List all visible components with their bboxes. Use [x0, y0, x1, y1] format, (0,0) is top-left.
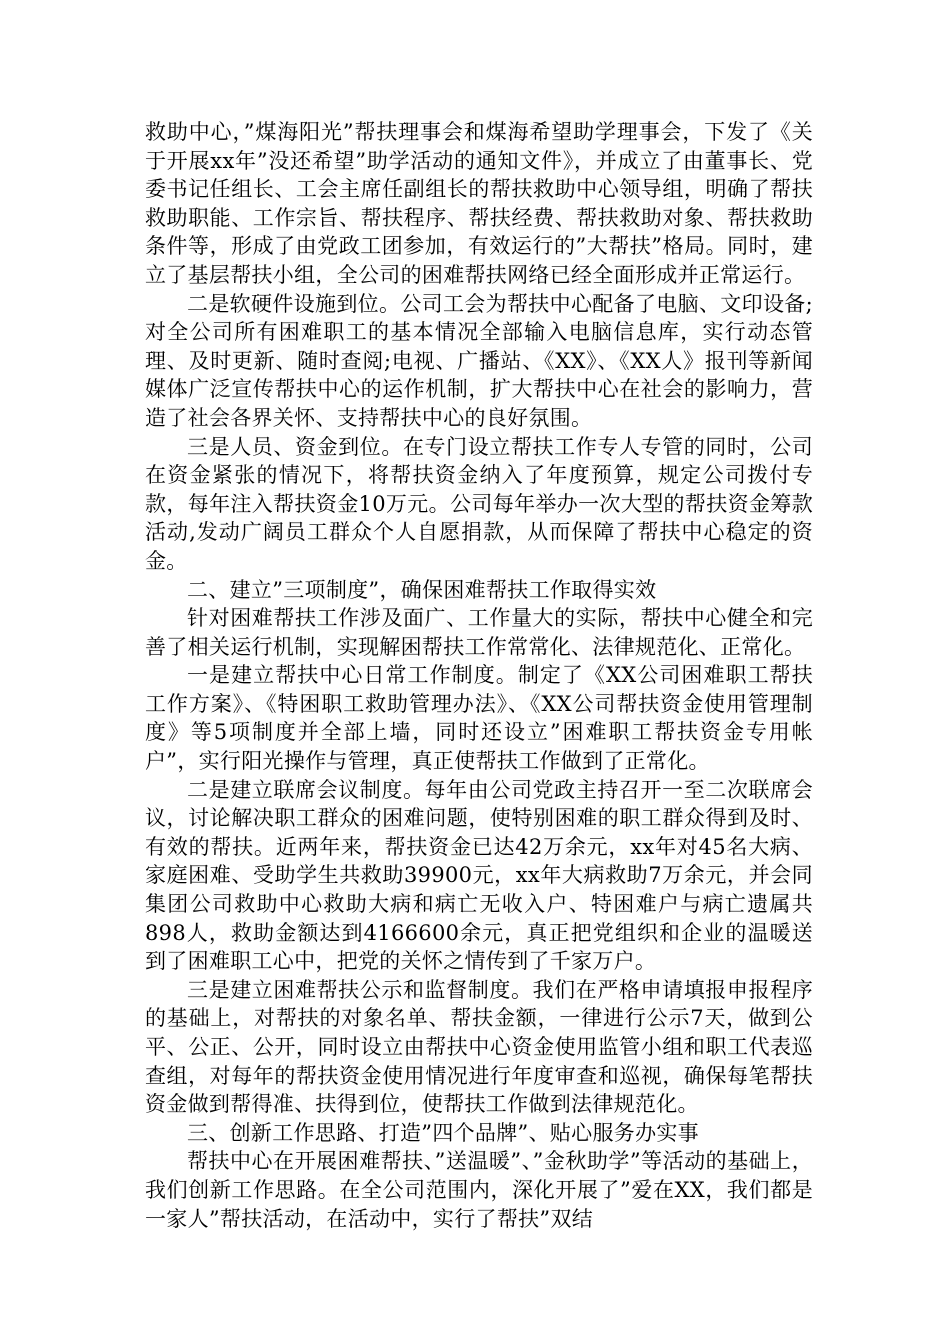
- section-heading-three-systems: 二、建立”三项制度”，确保困难帮扶工作取得实效: [187, 577, 657, 602]
- document-page: [145, 118, 813, 1233]
- paragraph-publicity-supervision-system: 三是建立困难帮扶公示和监督制度。我们在严格申请填报申报程序的基础上，对帮扶的对象名单、帮扶金额，一律进行公示7天，做到公平、公正、公开，同时设立由帮扶中心资金使用监管小组和职工代表巡查组，对每年的帮扶资金使用情况进行年度审查和巡视，确保每笔帮扶资金做到帮得准、扶得到位，使帮扶工作做到法律规范化。: [145, 977, 813, 1117]
- paragraph-mechanism-intro: 针对困难帮扶工作涉及面广、工作量大的实际，帮扶中心健全和完善了相关运行机制，实现解困帮扶工作常常化、法律规范化、正常化。: [145, 606, 813, 659]
- paragraph-joint-meeting-system: 二是建立联席会议制度。每年由公司党政主持召开一至二次联席会议，讨论解决职工群众的困难问题，使特别困难的职工群众得到及时、有效的帮扶。近两年来，帮扶资金已达42万余元，xx年对45名大病、家庭困难、受助学生共救助39900元，xx年大病救助7万余元，并会同集团公司救助中心救助大病和病亡无收入户、特困难户与病亡遗属共898人，救助金额达到4166600余元，真正把党组织和企业的温暖送到了困难职工心中，把党的关怀之情传到了千家万户。: [145, 777, 813, 974]
- paragraph-daily-work-system: 一是建立帮扶中心日常工作制度。制定了《XX公司困难职工帮扶工作方案》、《特困职工救助管理办法》、《XX公司帮扶资金使用管理制度》等5项制度并全部上墙，同时还设立”困难职工帮扶资金专用帐户”，实行阳光操作与管理，真正使帮扶工作做到了正常化。: [145, 663, 813, 774]
- paragraph-innovation-activities: 帮扶中心在开展困难帮扶、”送温暖”、”金秋助学”等活动的基础上，我们创新工作思路。在全公司范围内，深化开展了”爱在XX，我们都是一家人”帮扶活动，在活动中，实行了帮扶”双结: [145, 1149, 813, 1231]
- paragraph-rescue-center-network: 救助中心，”煤海阳光”帮扶理事会和煤海希望助学理事会，下发了《关于开展xx年”没还希望”助学活动的通知文件》，并成立了由董事长、党委书记任组长、工会主席任副组长的帮扶救助中心领导组，明确了帮扶救助职能、工作宗旨、帮扶程序、帮扶经费、帮扶救助对象、帮扶救助条件等，形成了由党政工团参加，有效运行的”大帮扶”格局。同时，建立了基层帮扶小组，全公司的困难帮扶网络已经全面形成并正常运行。: [145, 120, 813, 287]
- paragraph-staff-funds-in-place: 三是人员、资金到位。在专门设立帮扶工作专人专管的同时，公司在资金紧张的情况下，将帮扶资金纳入了年度预算，规定公司拨付专款，每年注入帮扶资金10万元。公司每年举办一次大型的帮扶资金筹款活动,发动广阔员工群众个人自愿捐款，从而保障了帮扶中心稳定的资金。: [145, 434, 813, 573]
- paragraph-facilities-in-place: 二是软硬件设施到位。公司工会为帮扶中心配备了电脑、文印设备;对全公司所有困难职工的基本情况全部输入电脑信息库，实行动态管理、及时更新、随时查阅;电视、广播站、《XX》、《XX人》报刊等新闻媒体广泛宣传帮扶中心的运作机制，扩大帮扶中心在社会的影响力，营造了社会各界关怀、支持帮扶中心的良好氛围。: [145, 291, 813, 430]
- section-heading-four-brands: 三、创新工作思路、打造”四个品牌”、贴心服务办实事: [187, 1120, 699, 1145]
